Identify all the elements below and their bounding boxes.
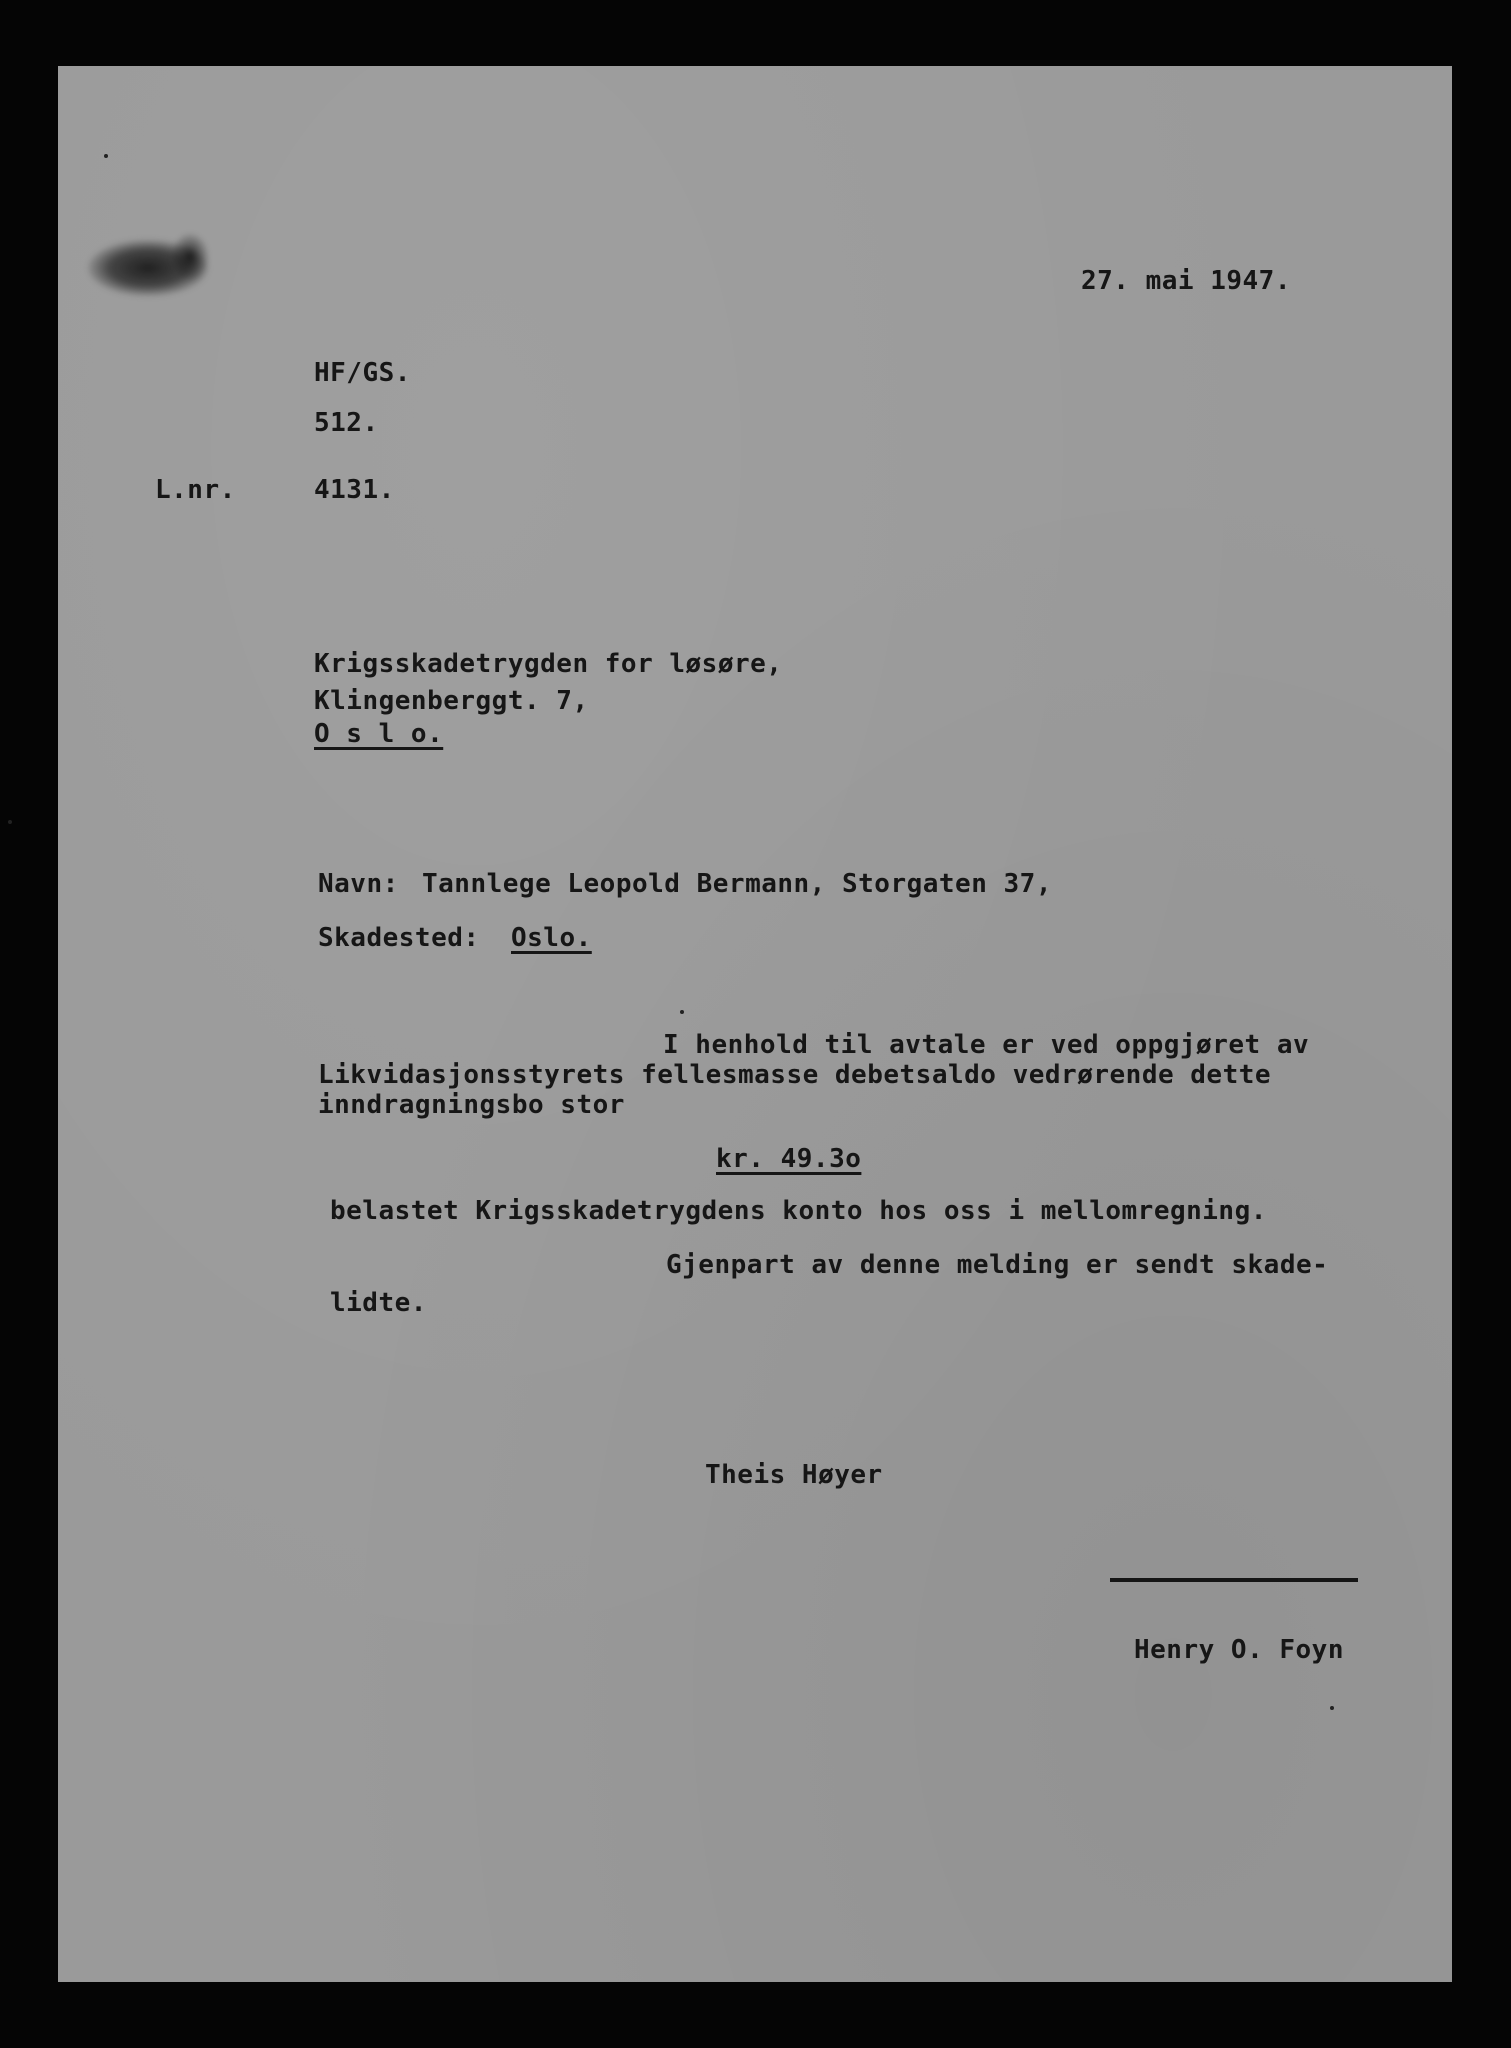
letter-page [58,66,1452,1982]
amount: kr. 49.3o [716,1144,862,1174]
letter-date: 27. mai 1947. [1081,266,1291,296]
body-line-1: I henhold til avtale er ved oppgjøret av [663,1030,1310,1060]
signature-line [1110,1578,1358,1582]
sender-name: Theis Høyer [705,1460,883,1490]
copy-line-2: lidte. [330,1288,427,1318]
skadested-value: Oslo. [511,923,592,953]
reference-number: 512. [314,408,379,438]
recipient-city: O s l o. [314,719,444,749]
skadested-label: Skadested: [318,923,480,953]
lnr-label: L.nr. [155,475,236,505]
navn-label: Navn: [318,869,399,899]
reference-initials: HF/GS. [314,358,411,388]
navn-value: Tannlege Leopold Bermann, Storgaten 37, [422,869,1052,899]
paper-speck [8,820,12,824]
recipient-line-2: Klingenberggt. 7, [314,686,589,716]
body-line-3: inndragningsbo stor [318,1090,625,1120]
paper-speck [104,154,108,158]
copy-line-1: Gjenpart av denne melding er sendt skade- [666,1250,1329,1280]
paper-speck [680,1010,684,1014]
signatory-name: Henry O. Foyn [1134,1635,1344,1665]
body-line-2: Likvidasjonsstyrets fellesmasse debetsaldo vedrørende dette [318,1060,1272,1090]
ink-smudge-mark [170,232,210,282]
lnr-value: 4131. [314,475,395,505]
recipient-line-1: Krigsskadetrygden for løsøre, [314,649,783,679]
paper-speck [1330,1706,1334,1710]
body-line-4: belastet Krigsskadetrygdens konto hos oss i mellomregning. [330,1196,1267,1226]
